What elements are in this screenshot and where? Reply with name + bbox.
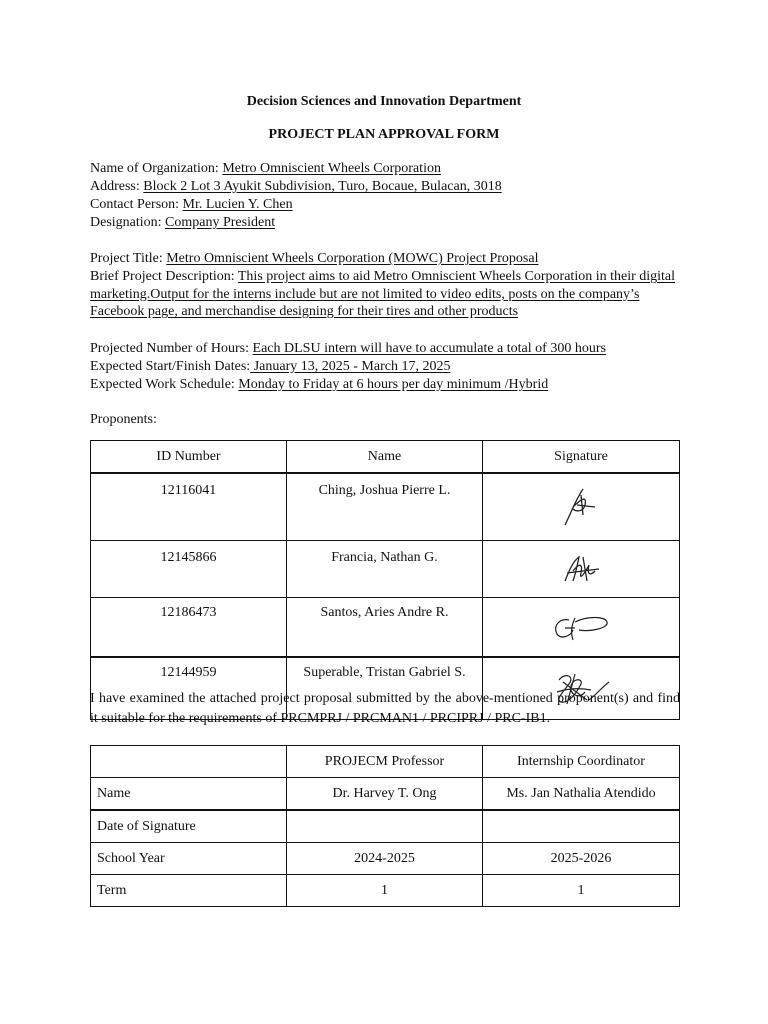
proponents-label: Proponents: (90, 412, 157, 427)
proponents-table (90, 440, 680, 720)
professor-value: Dr. Harvey T. Ong (287, 778, 483, 811)
row-label: Name (91, 778, 287, 811)
signature-cell (483, 473, 680, 541)
hours-value: Each DLSU intern will have to accumulate a total of 300 hours (252, 341, 606, 356)
table-row (91, 598, 680, 658)
address-value: Block 2 Lot 3 Ayukit Subdivision, Turo, Bocaue, Bulacan, 3018 (143, 179, 502, 194)
contact-line (90, 196, 293, 214)
proponent-name: Santos, Aries Andre R. (287, 598, 483, 658)
professor-value: 1 (287, 875, 483, 907)
proponent-name: Ching, Joshua Pierre L. (287, 473, 483, 541)
address-label: Address: (90, 179, 144, 194)
form-title: PROJECT PLAN APPROVAL FORM (268, 127, 500, 142)
table-row (91, 843, 680, 875)
contact-value: Mr. Lucien Y. Chen (182, 197, 293, 212)
proponent-name: Francia, Nathan G. (287, 541, 483, 598)
professor-value (287, 810, 483, 843)
table-row (91, 541, 680, 598)
proponent-id: 12186473 (91, 598, 287, 658)
approval-header-row (91, 746, 680, 778)
hours-line (90, 340, 606, 358)
signature-cell (483, 598, 680, 658)
empty-header-cell (91, 746, 287, 778)
signature-cell (483, 541, 680, 598)
dates-line (90, 358, 450, 376)
professor-value: 2024-2025 (287, 843, 483, 875)
dates-label: Expected Start/Finish Dates: (90, 359, 251, 374)
hours-label: Projected Number of Hours: (90, 341, 253, 356)
table-row (91, 473, 680, 541)
row-label: School Year (91, 843, 287, 875)
description-value: This project aims to aid Metro Omniscient Wheels Corporation in their digital marketing.Output for the interns include but are not limited to video edits, posts on the company’s Facebook page, and merchandise designing for their tires and other products (90, 269, 676, 319)
project-title-line (90, 250, 538, 268)
proponents-header-row (91, 441, 680, 474)
coordinator-value (483, 810, 680, 843)
table-row (91, 810, 680, 843)
organization-name-label: Name of Organization: (90, 161, 223, 176)
row-label: Date of Signature (91, 810, 287, 843)
approval-statement: I have examined the attached project proposal submitted by the above-mentioned proponent(s) and find it suitable for the requirements of PRCMPRJ / PRCMAN1 / PRCIPRJ / PRC-IB1. (90, 691, 680, 726)
proponent-id: 12116041 (91, 473, 287, 541)
designation-label: Designation: (90, 215, 166, 230)
coordinator-value: 2025-2026 (483, 843, 680, 875)
header-signature: Signature (483, 441, 680, 474)
signature-image (551, 612, 611, 642)
organization-name-value: Metro Omniscient Wheels Corporation (222, 161, 441, 176)
table-row (91, 778, 680, 811)
table-row (91, 875, 680, 907)
schedule-line (90, 376, 548, 394)
contact-label: Contact Person: (90, 197, 183, 212)
project-description (90, 268, 680, 321)
header-internship-coordinator: Internship Coordinator (483, 746, 680, 778)
header-id-number: ID Number (91, 441, 287, 474)
address-line (90, 178, 502, 196)
coordinator-value: Ms. Jan Nathalia Atendido (483, 778, 680, 811)
header-projecm-professor: PROJECM Professor (287, 746, 483, 778)
signature-image (561, 485, 601, 529)
designation-value: Company President (165, 215, 276, 230)
schedule-value: Monday to Friday at 6 hours per day minimum /Hybrid (238, 377, 549, 392)
proponent-name: Superable, Tristan Gabriel S. (287, 657, 483, 720)
designation-line (90, 214, 275, 232)
description-label: Brief Project Description: (90, 269, 238, 284)
schedule-label: Expected Work Schedule: (90, 377, 239, 392)
row-label: Term (91, 875, 287, 907)
signature-image (559, 553, 603, 585)
proponent-id: 12145866 (91, 541, 287, 598)
organization-name-line (90, 160, 441, 178)
dates-value: January 13, 2025 - March 17, 2025 (250, 359, 451, 374)
project-title-value: Metro Omniscient Wheels Corporation (MOWC) Project Proposal (166, 251, 539, 266)
department-heading: Decision Sciences and Innovation Department (246, 94, 522, 109)
proponent-id: 12144959 (91, 657, 287, 720)
project-title-label: Project Title: (90, 251, 167, 266)
coordinator-value: 1 (483, 875, 680, 907)
approval-table (90, 745, 680, 907)
header-name: Name (287, 441, 483, 474)
